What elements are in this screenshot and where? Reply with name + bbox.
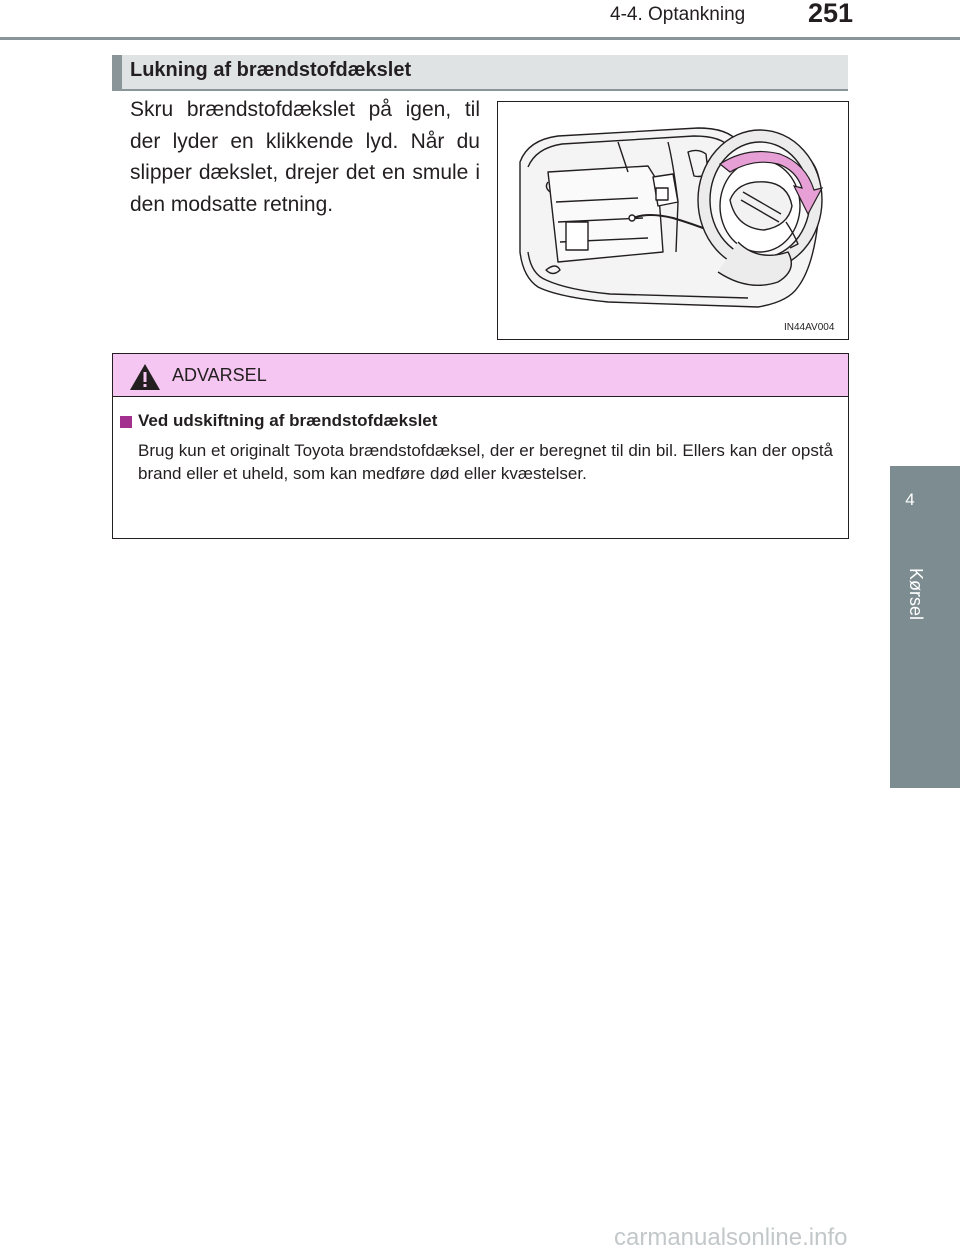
section-heading-accent [112, 55, 122, 91]
warning-triangle-icon [128, 362, 162, 392]
square-bullet-icon [120, 416, 132, 428]
fuel-door-drawing [498, 102, 848, 339]
header-rule [0, 37, 960, 40]
chapter-label-text: Kørsel [906, 567, 926, 620]
page-number: 251 [808, 0, 854, 28]
chapter-label [884, 560, 934, 630]
watermark: carmanualsonline.info [614, 1224, 848, 1251]
fuel-cap-illustration [497, 101, 849, 340]
section-title: 4-4. Optankning [610, 4, 746, 25]
warning-body: Brug kun et originalt Toyota brændstofdæksel, der er beregnet til din bil. Ellers kan der opstå brand eller et uheld, som kan medføre død eller kvæstelser. [138, 441, 833, 483]
figure-code: IN44AV004 [784, 322, 835, 333]
section-heading: Lukning af brændstofdækslet [130, 59, 412, 81]
chapter-number: 4 [905, 490, 915, 509]
warning-subheading: Ved udskiftning af brændstofdækslet [138, 411, 438, 430]
body-paragraph: Skru brændstofdækslet på igen, til der lyder en klikkende lyd. Når du slipper dækslet, drejer det en smule i den modsatte retning. [130, 98, 480, 216]
warning-title: ADVARSEL [172, 365, 267, 385]
